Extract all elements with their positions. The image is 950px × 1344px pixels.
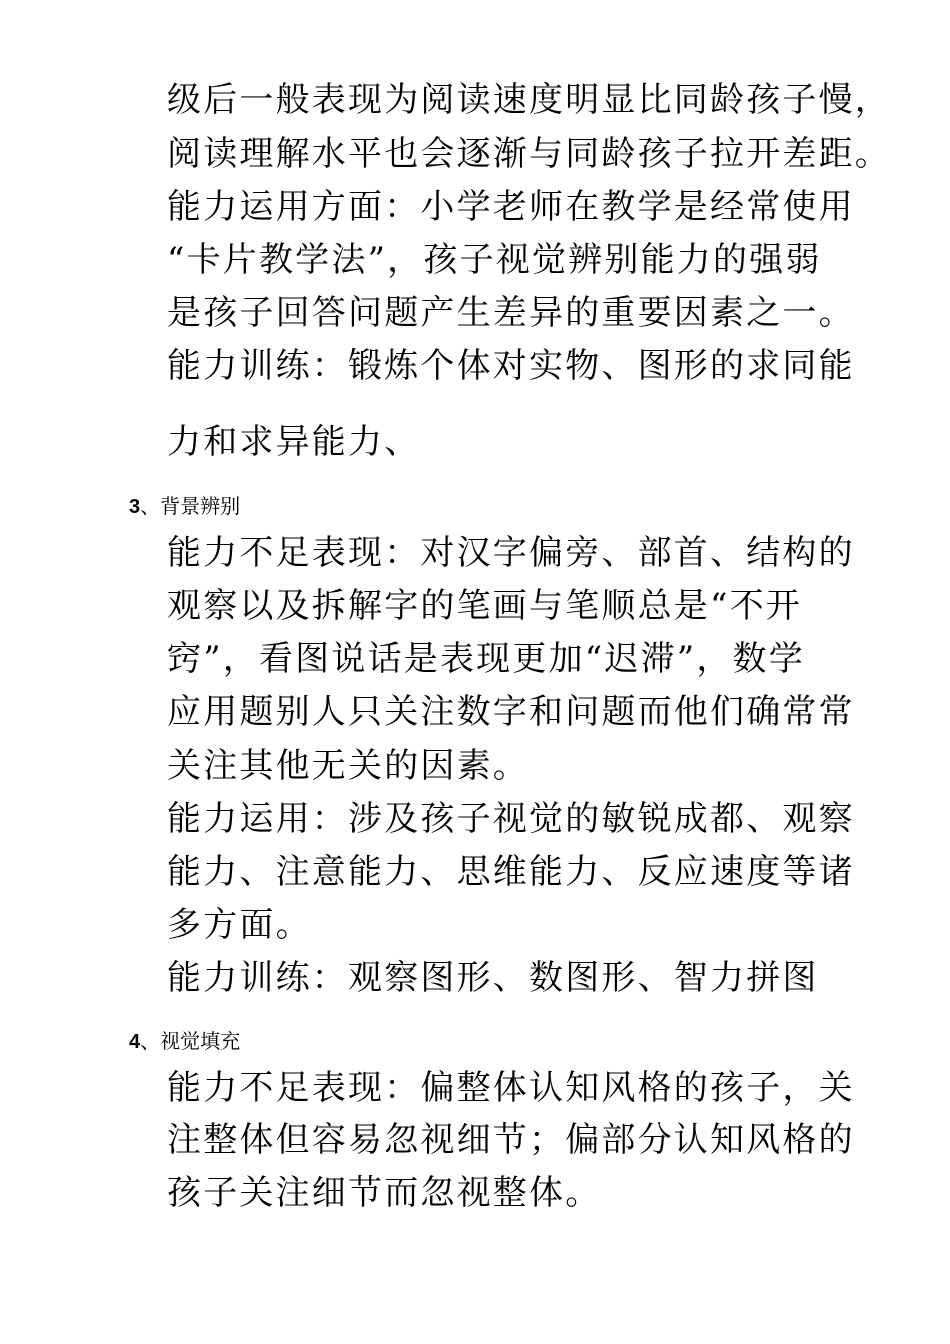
paragraph-line: 力和求异能力、 xyxy=(167,422,421,462)
paragraph-line: 能力训练：锻炼个体对实物、图形的求同能 xyxy=(167,346,855,386)
paragraph-line: 多方面。 xyxy=(167,905,312,945)
paragraph-line: 应用题别人只关注数字和问题而他们确常常 xyxy=(167,692,855,732)
paragraph-line: 能力不足表现：对汉字偏旁、部首、结构的 xyxy=(167,533,855,573)
paragraph-line: 级后一般表现为阅读速度明显比同龄孩子慢， xyxy=(167,80,891,120)
paragraph-line: 注整体但容易忽视细节；偏部分认知风格的 xyxy=(167,1120,855,1160)
paragraph-line: 能力运用：涉及孩子视觉的敏锐成都、观察 xyxy=(167,799,855,839)
paragraph-line: 孩子关注细节而忽视整体。 xyxy=(167,1173,602,1213)
section-heading-3 xyxy=(129,492,240,521)
paragraph-line: 窍”，看图说话是表现更加“迟滞”，数学 xyxy=(167,639,805,679)
section-heading-4 xyxy=(129,1027,240,1056)
paragraph-line: 阅读理解水平也会逐渐与同龄孩子拉开差距。 xyxy=(167,134,891,174)
section-number: 4 xyxy=(129,1031,141,1053)
paragraph-line: 能力、注意能力、思维能力、反应速度等诸 xyxy=(167,852,855,892)
section-title: 、视觉填充 xyxy=(140,1029,241,1053)
paragraph-line: 是孩子回答问题产生差异的重要因素之一。 xyxy=(167,293,855,333)
paragraph-line: “卡片教学法”，孩子视觉辨别能力的强弱 xyxy=(167,240,822,280)
paragraph-line: 关注其他无关的因素。 xyxy=(167,746,529,786)
paragraph-line: 能力运用方面：小学老师在教学是经常使用 xyxy=(167,187,855,227)
paragraph-line: 能力训练：观察图形、数图形、智力拼图 xyxy=(167,958,819,998)
section-number: 3 xyxy=(129,496,141,518)
paragraph-line: 观察以及拆解字的笔画与笔顺总是“不开 xyxy=(167,586,802,626)
paragraph-line: 能力不足表现：偏整体认知风格的孩子，关 xyxy=(167,1068,855,1108)
section-title: 、背景辨别 xyxy=(140,494,241,518)
